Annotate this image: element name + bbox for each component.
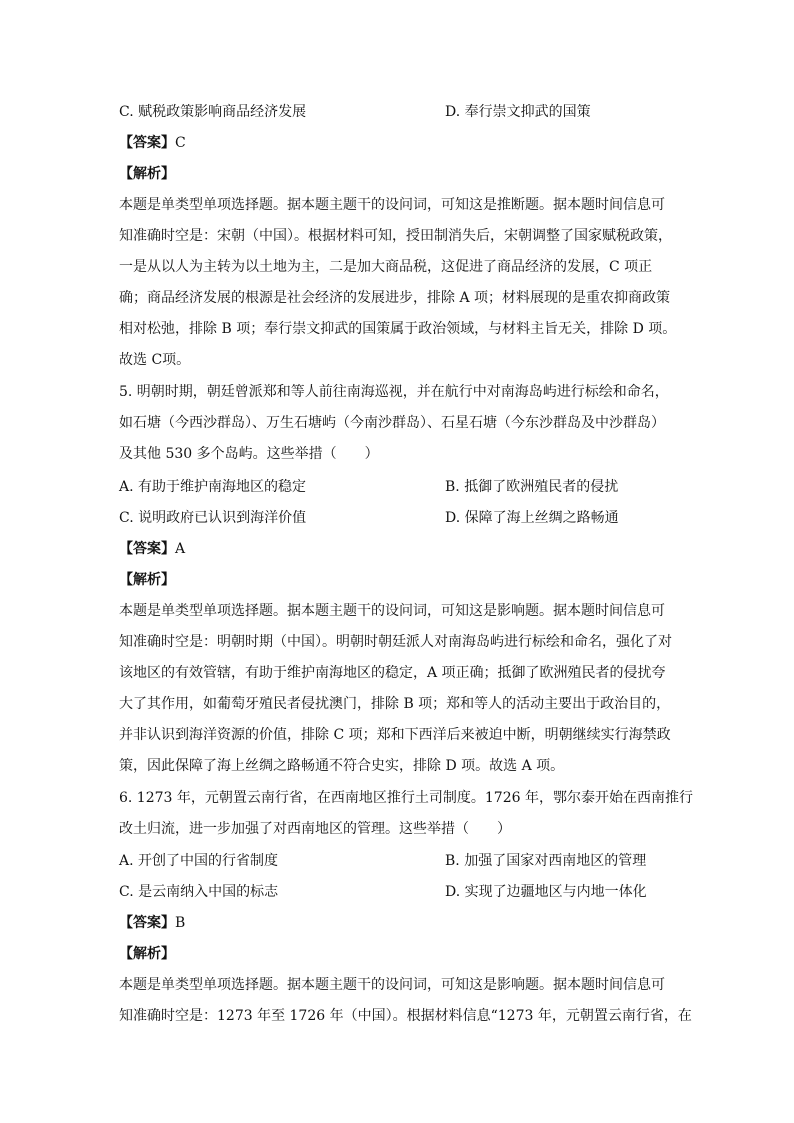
q5-analysis-line: 大了其作用，如葡萄牙殖民者侵扰澳门，排除 B 项；郑和等人的活动主要出于政治目的， <box>119 696 671 712</box>
q5-answer <box>119 539 185 559</box>
q6-option-a: A. 开创了中国的行省制度 <box>119 853 279 869</box>
q5-analysis-line: 该地区的有效管辖，有助于维护南海地区的稳定，A 项正确；抵御了欧洲殖民者的侵扰夸 <box>119 665 666 681</box>
q4-analysis-label: 【解析】 <box>119 166 175 182</box>
q6-analysis-label: 【解析】 <box>119 946 175 962</box>
q4-analysis-line: 知准确时空是：宋朝（中国）。根据材料可知，授田制消失后，宋朝调整了国家赋税政策， <box>119 228 672 244</box>
q5-option-b: B. 抵御了欧洲殖民者的侵扰 <box>445 479 619 495</box>
answer-label: 【答案】 <box>119 135 175 151</box>
q5-analysis-line: 策，因此保障了海上丝绸之路畅通不符合史实，排除 D 项。故选 A 项。 <box>119 758 565 774</box>
answer-value: A <box>175 541 186 557</box>
q4-option-c: C. 赋税政策影响商品经济发展 <box>119 104 307 120</box>
q5-stem-line: 如石塘（今西沙群岛）、万生石塘屿（今南沙群岛）、石星石塘（今东沙群岛及中沙群岛） <box>119 415 665 431</box>
q6-option-c: C. 是云南纳入中国的标志 <box>119 884 279 900</box>
q4-answer <box>119 133 186 153</box>
q5-option-c: C. 说明政府已认识到海洋价值 <box>119 510 307 526</box>
q5-stem-line: 及其他 530 多个岛屿。这些举措（ ） <box>119 446 379 462</box>
q6-stem-line: 改土归流，进一步加强了对西南地区的管理。这些举措（ ） <box>119 821 511 837</box>
answer-label: 【答案】 <box>119 915 175 931</box>
q5-stem-line: 5. 明朝时期，朝廷曾派郑和等人前往南海巡视，并在航行中对南海岛屿进行标绘和命名， <box>119 384 669 400</box>
q5-analysis-line: 并非认识到海洋资源的价值，排除 C 项；郑和下西洋后来被迫中断，明朝继续实行海禁政 <box>119 727 671 743</box>
q4-analysis-line: 本题是单类型单项选择题。据本题主题干的设问词，可知这是推断题。据本题时间信息可 <box>119 197 665 213</box>
q6-option-d: D. 实现了边疆地区与内地一体化 <box>445 884 647 900</box>
answer-value: B <box>175 915 186 931</box>
answer-label: 【答案】 <box>119 541 175 557</box>
q4-option-d: D. 奉行崇文抑武的国策 <box>445 104 591 120</box>
q5-option-a: A. 有助于维护南海地区的稳定 <box>119 479 307 495</box>
q5-analysis-line: 本题是单类型单项选择题。据本题主题干的设问词，可知这是影响题。据本题时间信息可 <box>119 603 665 619</box>
q6-answer <box>119 913 185 933</box>
q5-analysis-label: 【解析】 <box>119 572 175 588</box>
q6-analysis-line: 知准确时空是：1273 年至 1726 年（中国）。根据材料信息“1273 年，元朝置云南行省，在 <box>119 1008 692 1024</box>
q4-analysis-line: 相对松弛，排除 B 项；奉行崇文抑武的国策属于政治领域，与材料主旨无关，排除 D 项。 <box>119 321 677 337</box>
q6-stem-line: 6. 1273 年，元朝置云南行省，在西南地区推行土司制度。1726 年，鄂尔泰开始在西南推行 <box>119 790 693 806</box>
q6-option-b: B. 加强了国家对西南地区的管理 <box>445 853 647 869</box>
q6-analysis-line: 本题是单类型单项选择题。据本题主题干的设问词，可知这是影响题。据本题时间信息可 <box>119 977 665 993</box>
q4-analysis-line: 一是从以人为主转为以土地为主，二是加大商品税，这促进了商品经济的发展，C 项正 <box>119 259 653 275</box>
q5-option-d: D. 保障了海上丝绸之路畅通 <box>445 510 619 526</box>
q4-analysis-line: 确；商品经济发展的根源是社会经济的发展进步，排除 A 项；材料展现的是重农抑商政策 <box>119 290 671 306</box>
answer-value: C <box>175 135 186 151</box>
q5-analysis-line: 知准确时空是：明朝时期（中国）。明朝时朝廷派人对南海岛屿进行标绘和命名，强化了对 <box>119 634 672 650</box>
q4-analysis-line: 故选 C项。 <box>119 352 191 368</box>
